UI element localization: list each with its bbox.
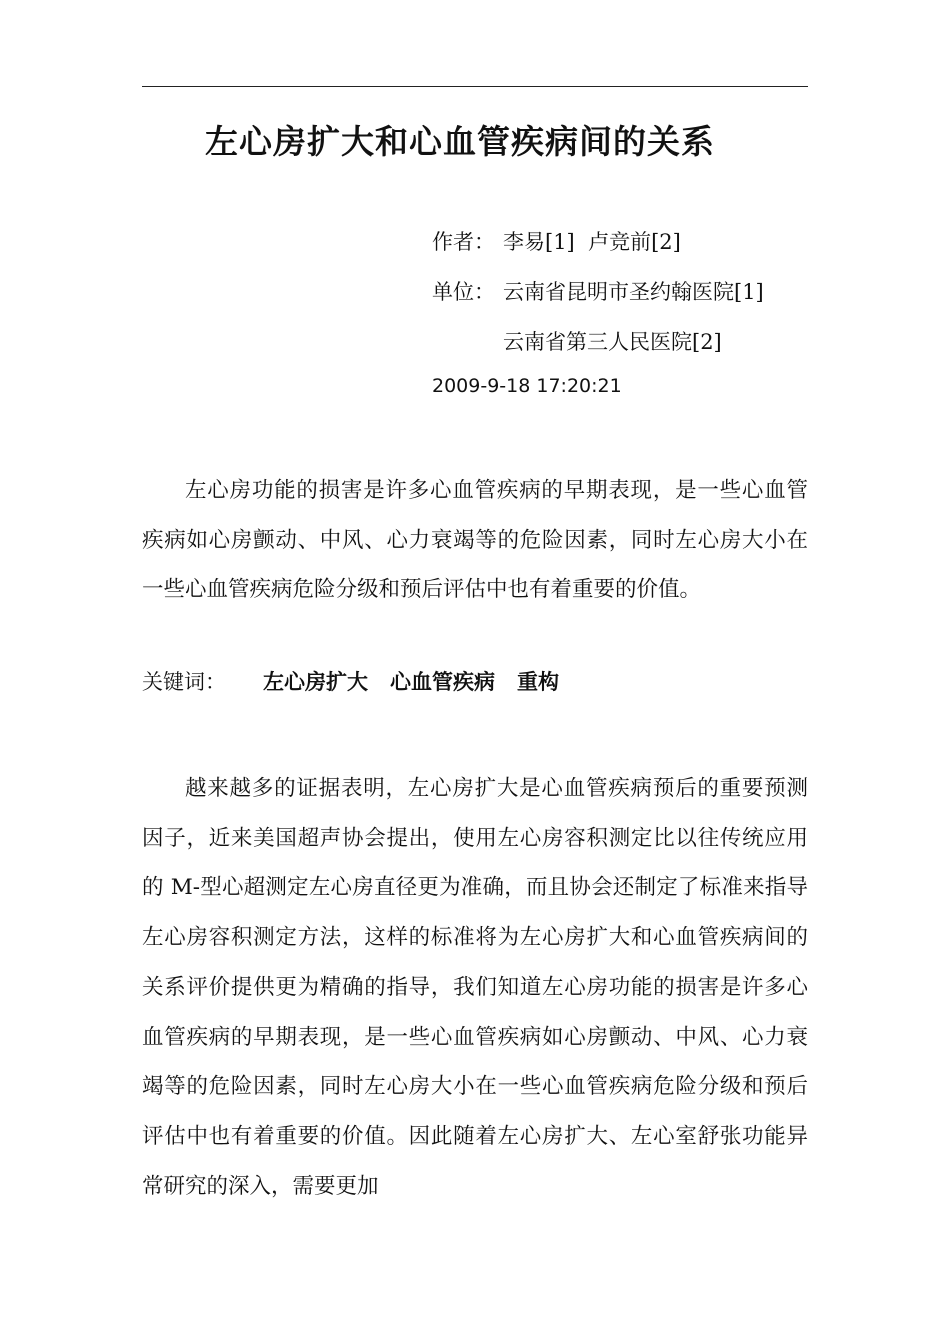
affiliation-line: [432, 276, 764, 306]
publish-date: 2009-9-18 17:20:21: [432, 375, 622, 397]
author-label: 作者：: [432, 230, 495, 254]
author-names: 李易[1] 卢竞前[2]: [503, 230, 681, 254]
header-rule: [142, 86, 808, 87]
affiliation-2: 云南省第三人民医院[2]: [503, 330, 722, 354]
body-paragraph: 越来越多的证据表明，左心房扩大是心血管疾病预后的重要预测因子，近来美国超声协会提出，使用左心房容积测定比以往传统应用的 M-型心超测定左心房直径更为准确，而且协会还制定了标准来指导左心房容积测定方法，这样的标准将为左心房扩大和心血管疾病间的关系评价提供更为精确的指导，我们知道左心房功能的损害是许多心血管疾病的早期表现，是一些心血管疾病如心房颤动、中风、心力衰竭等的危险因素，同时左心房大小在一些心血管疾病危险分级和预后评估中也有着重要的价值。因此随着左心房扩大、左心室舒张功能异常研究的深入，需要更加: [142, 776, 808, 1199]
keyword: 左心房扩大: [263, 670, 368, 694]
document-title: 左心房扩大和心血管疾病间的关系: [205, 122, 715, 161]
author-line: [432, 226, 681, 256]
abstract-paragraph: 左心房功能的损害是许多心血管疾病的早期表现，是一些心血管疾病如心房颤动、中风、心力衰竭等的危险因素，同时左心房大小在一些心血管疾病危险分级和预后评估中也有着重要的价值。: [142, 478, 808, 603]
keyword: 心血管疾病: [390, 670, 495, 694]
affiliation-label: 单位：: [432, 280, 495, 304]
keywords-label: 关键词：: [142, 670, 226, 694]
keywords-line: [142, 666, 581, 696]
affiliation-1: 云南省昆明市圣约翰医院[1]: [503, 280, 764, 304]
keyword: 重构: [517, 670, 559, 694]
